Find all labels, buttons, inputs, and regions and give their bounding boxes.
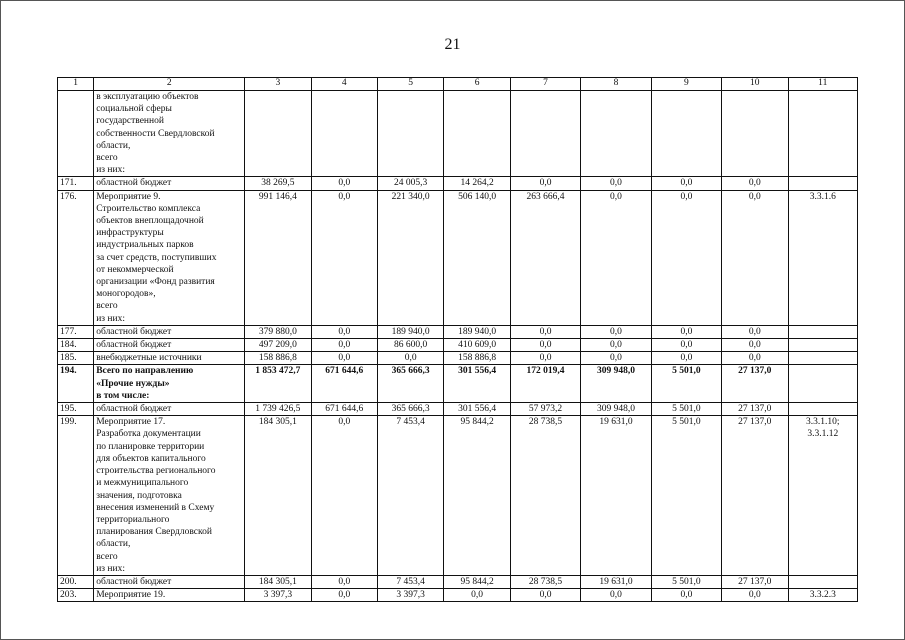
value-cell [377, 91, 443, 177]
value-cell: 0,0 [581, 339, 651, 352]
value-cell: 0,0 [510, 177, 580, 190]
value-cell: 27 137,0 [722, 416, 788, 576]
value-cell: 1 853 472,7 [245, 365, 311, 403]
value-cell: 0,0 [311, 339, 377, 352]
column-header: 3 [245, 78, 311, 91]
target-code-cell [788, 339, 858, 352]
value-cell: 0,0 [581, 325, 651, 338]
value-cell: 0,0 [722, 325, 788, 338]
value-cell: 0,0 [510, 339, 580, 352]
value-cell: 5 501,0 [651, 575, 721, 588]
value-cell: 172 019,4 [510, 365, 580, 403]
row-number-cell: 199. [58, 416, 94, 576]
row-number-cell: 176. [58, 190, 94, 325]
row-number-cell: 200. [58, 575, 94, 588]
row-name-cell: областной бюджет [94, 403, 245, 416]
value-cell: 506 140,0 [444, 190, 510, 325]
value-cell: 95 844,2 [444, 575, 510, 588]
value-cell: 184 305,1 [245, 575, 311, 588]
value-cell: 19 631,0 [581, 575, 651, 588]
value-cell: 0,0 [510, 589, 580, 602]
value-cell: 0,0 [722, 589, 788, 602]
column-number-row [58, 78, 858, 91]
value-cell: 0,0 [311, 190, 377, 325]
target-code-cell [788, 177, 858, 190]
value-cell: 0,0 [722, 190, 788, 325]
value-cell: 671 644,6 [311, 365, 377, 403]
value-cell: 0,0 [311, 589, 377, 602]
column-header: 7 [510, 78, 580, 91]
value-cell: 0,0 [581, 589, 651, 602]
column-header: 2 [94, 78, 245, 91]
target-code-cell [788, 365, 858, 403]
value-cell: 3 397,3 [377, 589, 443, 602]
value-cell: 0,0 [651, 589, 721, 602]
value-cell: 184 305,1 [245, 416, 311, 576]
column-header: 9 [651, 78, 721, 91]
row-number-cell: 195. [58, 403, 94, 416]
value-cell: 365 666,3 [377, 365, 443, 403]
column-header: 4 [311, 78, 377, 91]
row-number-cell: 203. [58, 589, 94, 602]
page-number: 21 [444, 36, 461, 53]
row-name-cell: Мероприятие 19. [94, 589, 245, 602]
value-cell: 221 340,0 [377, 190, 443, 325]
value-cell: 27 137,0 [722, 403, 788, 416]
value-cell: 86 600,0 [377, 339, 443, 352]
value-cell [245, 91, 311, 177]
value-cell: 24 005,3 [377, 177, 443, 190]
column-header: 10 [722, 78, 788, 91]
value-cell [651, 91, 721, 177]
value-cell: 158 886,8 [245, 352, 311, 365]
value-cell: 0,0 [377, 352, 443, 365]
value-cell: 410 609,0 [444, 339, 510, 352]
value-cell: 0,0 [651, 190, 721, 325]
value-cell: 365 666,3 [377, 403, 443, 416]
row-name-cell: областной бюджет [94, 339, 245, 352]
value-cell: 14 264,2 [444, 177, 510, 190]
value-cell: 0,0 [581, 177, 651, 190]
value-cell [444, 91, 510, 177]
value-cell: 0,0 [722, 339, 788, 352]
value-cell: 0,0 [722, 177, 788, 190]
value-cell: 5 501,0 [651, 416, 721, 576]
target-code-cell [788, 91, 858, 177]
value-cell: 0,0 [510, 352, 580, 365]
value-cell: 57 973,2 [510, 403, 580, 416]
target-code-cell [788, 575, 858, 588]
row-number-cell: 185. [58, 352, 94, 365]
value-cell: 0,0 [510, 325, 580, 338]
row-name-cell: областной бюджет [94, 575, 245, 588]
target-code-cell [788, 352, 858, 365]
value-cell: 0,0 [651, 352, 721, 365]
target-code-cell [788, 403, 858, 416]
value-cell: 0,0 [651, 177, 721, 190]
target-code-cell: 3.3.2.3 [788, 589, 858, 602]
value-cell: 28 738,5 [510, 416, 580, 576]
value-cell: 189 940,0 [377, 325, 443, 338]
value-cell: 497 209,0 [245, 339, 311, 352]
value-cell: 379 880,0 [245, 325, 311, 338]
value-cell: 991 146,4 [245, 190, 311, 325]
value-cell: 158 886,8 [444, 352, 510, 365]
table-row [58, 403, 858, 416]
table-row [58, 365, 858, 403]
column-header: 1 [58, 78, 94, 91]
value-cell: 0,0 [722, 352, 788, 365]
table-row [58, 325, 858, 338]
value-cell: 5 501,0 [651, 403, 721, 416]
value-cell: 309 948,0 [581, 365, 651, 403]
column-header: 11 [788, 78, 858, 91]
table-body [58, 78, 858, 602]
value-cell: 301 556,4 [444, 365, 510, 403]
table-row [58, 339, 858, 352]
value-cell: 0,0 [444, 589, 510, 602]
value-cell: 309 948,0 [581, 403, 651, 416]
value-cell: 263 666,4 [510, 190, 580, 325]
value-cell [510, 91, 580, 177]
row-number-cell: 177. [58, 325, 94, 338]
budget-table [57, 77, 858, 602]
target-code-cell [788, 325, 858, 338]
table-row [58, 575, 858, 588]
table-row [58, 91, 858, 177]
row-name-cell: областной бюджет [94, 177, 245, 190]
table-row [58, 190, 858, 325]
value-cell: 0,0 [581, 190, 651, 325]
value-cell: 7 453,4 [377, 416, 443, 576]
value-cell [581, 91, 651, 177]
value-cell: 5 501,0 [651, 365, 721, 403]
table-row [58, 416, 858, 576]
value-cell: 95 844,2 [444, 416, 510, 576]
value-cell: 27 137,0 [722, 365, 788, 403]
value-cell: 0,0 [651, 325, 721, 338]
value-cell: 19 631,0 [581, 416, 651, 576]
value-cell: 0,0 [311, 177, 377, 190]
value-cell: 189 940,0 [444, 325, 510, 338]
value-cell [722, 91, 788, 177]
row-name-cell: Мероприятие 9. Строительство комплекса объектов внеплощадочной инфраструктуры индустриальных парков за счет средств, поступивших от некоммерческой организации «Фонд развития моногородов», всего из них: [94, 190, 245, 325]
value-cell: 38 269,5 [245, 177, 311, 190]
value-cell: 0,0 [311, 575, 377, 588]
value-cell: 0,0 [311, 352, 377, 365]
target-code-cell: 3.3.1.10; 3.3.1.12 [788, 416, 858, 576]
column-header: 6 [444, 78, 510, 91]
table-row [58, 352, 858, 365]
row-name-cell: Всего по направлению «Прочие нужды» в том числе: [94, 365, 245, 403]
row-number-cell [58, 91, 94, 177]
value-cell: 0,0 [581, 352, 651, 365]
target-code-cell: 3.3.1.6 [788, 190, 858, 325]
value-cell: 671 644,6 [311, 403, 377, 416]
table-row [58, 177, 858, 190]
value-cell: 7 453,4 [377, 575, 443, 588]
value-cell: 0,0 [311, 416, 377, 576]
value-cell [311, 91, 377, 177]
value-cell: 27 137,0 [722, 575, 788, 588]
column-header: 5 [377, 78, 443, 91]
table-row [58, 589, 858, 602]
value-cell: 3 397,3 [245, 589, 311, 602]
value-cell: 0,0 [651, 339, 721, 352]
value-cell: 0,0 [311, 325, 377, 338]
value-cell: 301 556,4 [444, 403, 510, 416]
row-name-cell: Мероприятие 17. Разработка документации по планировке территории для объектов капитального строительства регионального и межмуниципального значения, подготовка внесения изменений в Схему территориального планирования Свердловской области, всего из них: [94, 416, 245, 576]
column-header: 8 [581, 78, 651, 91]
value-cell: 1 739 426,5 [245, 403, 311, 416]
value-cell: 28 738,5 [510, 575, 580, 588]
row-number-cell: 171. [58, 177, 94, 190]
row-number-cell: 194. [58, 365, 94, 403]
row-name-cell: внебюджетные источники [94, 352, 245, 365]
row-name-cell: в эксплуатацию объектов социальной сферы государственной собственности Свердловской области, всего из них: [94, 91, 245, 177]
row-number-cell: 184. [58, 339, 94, 352]
row-name-cell: областной бюджет [94, 325, 245, 338]
